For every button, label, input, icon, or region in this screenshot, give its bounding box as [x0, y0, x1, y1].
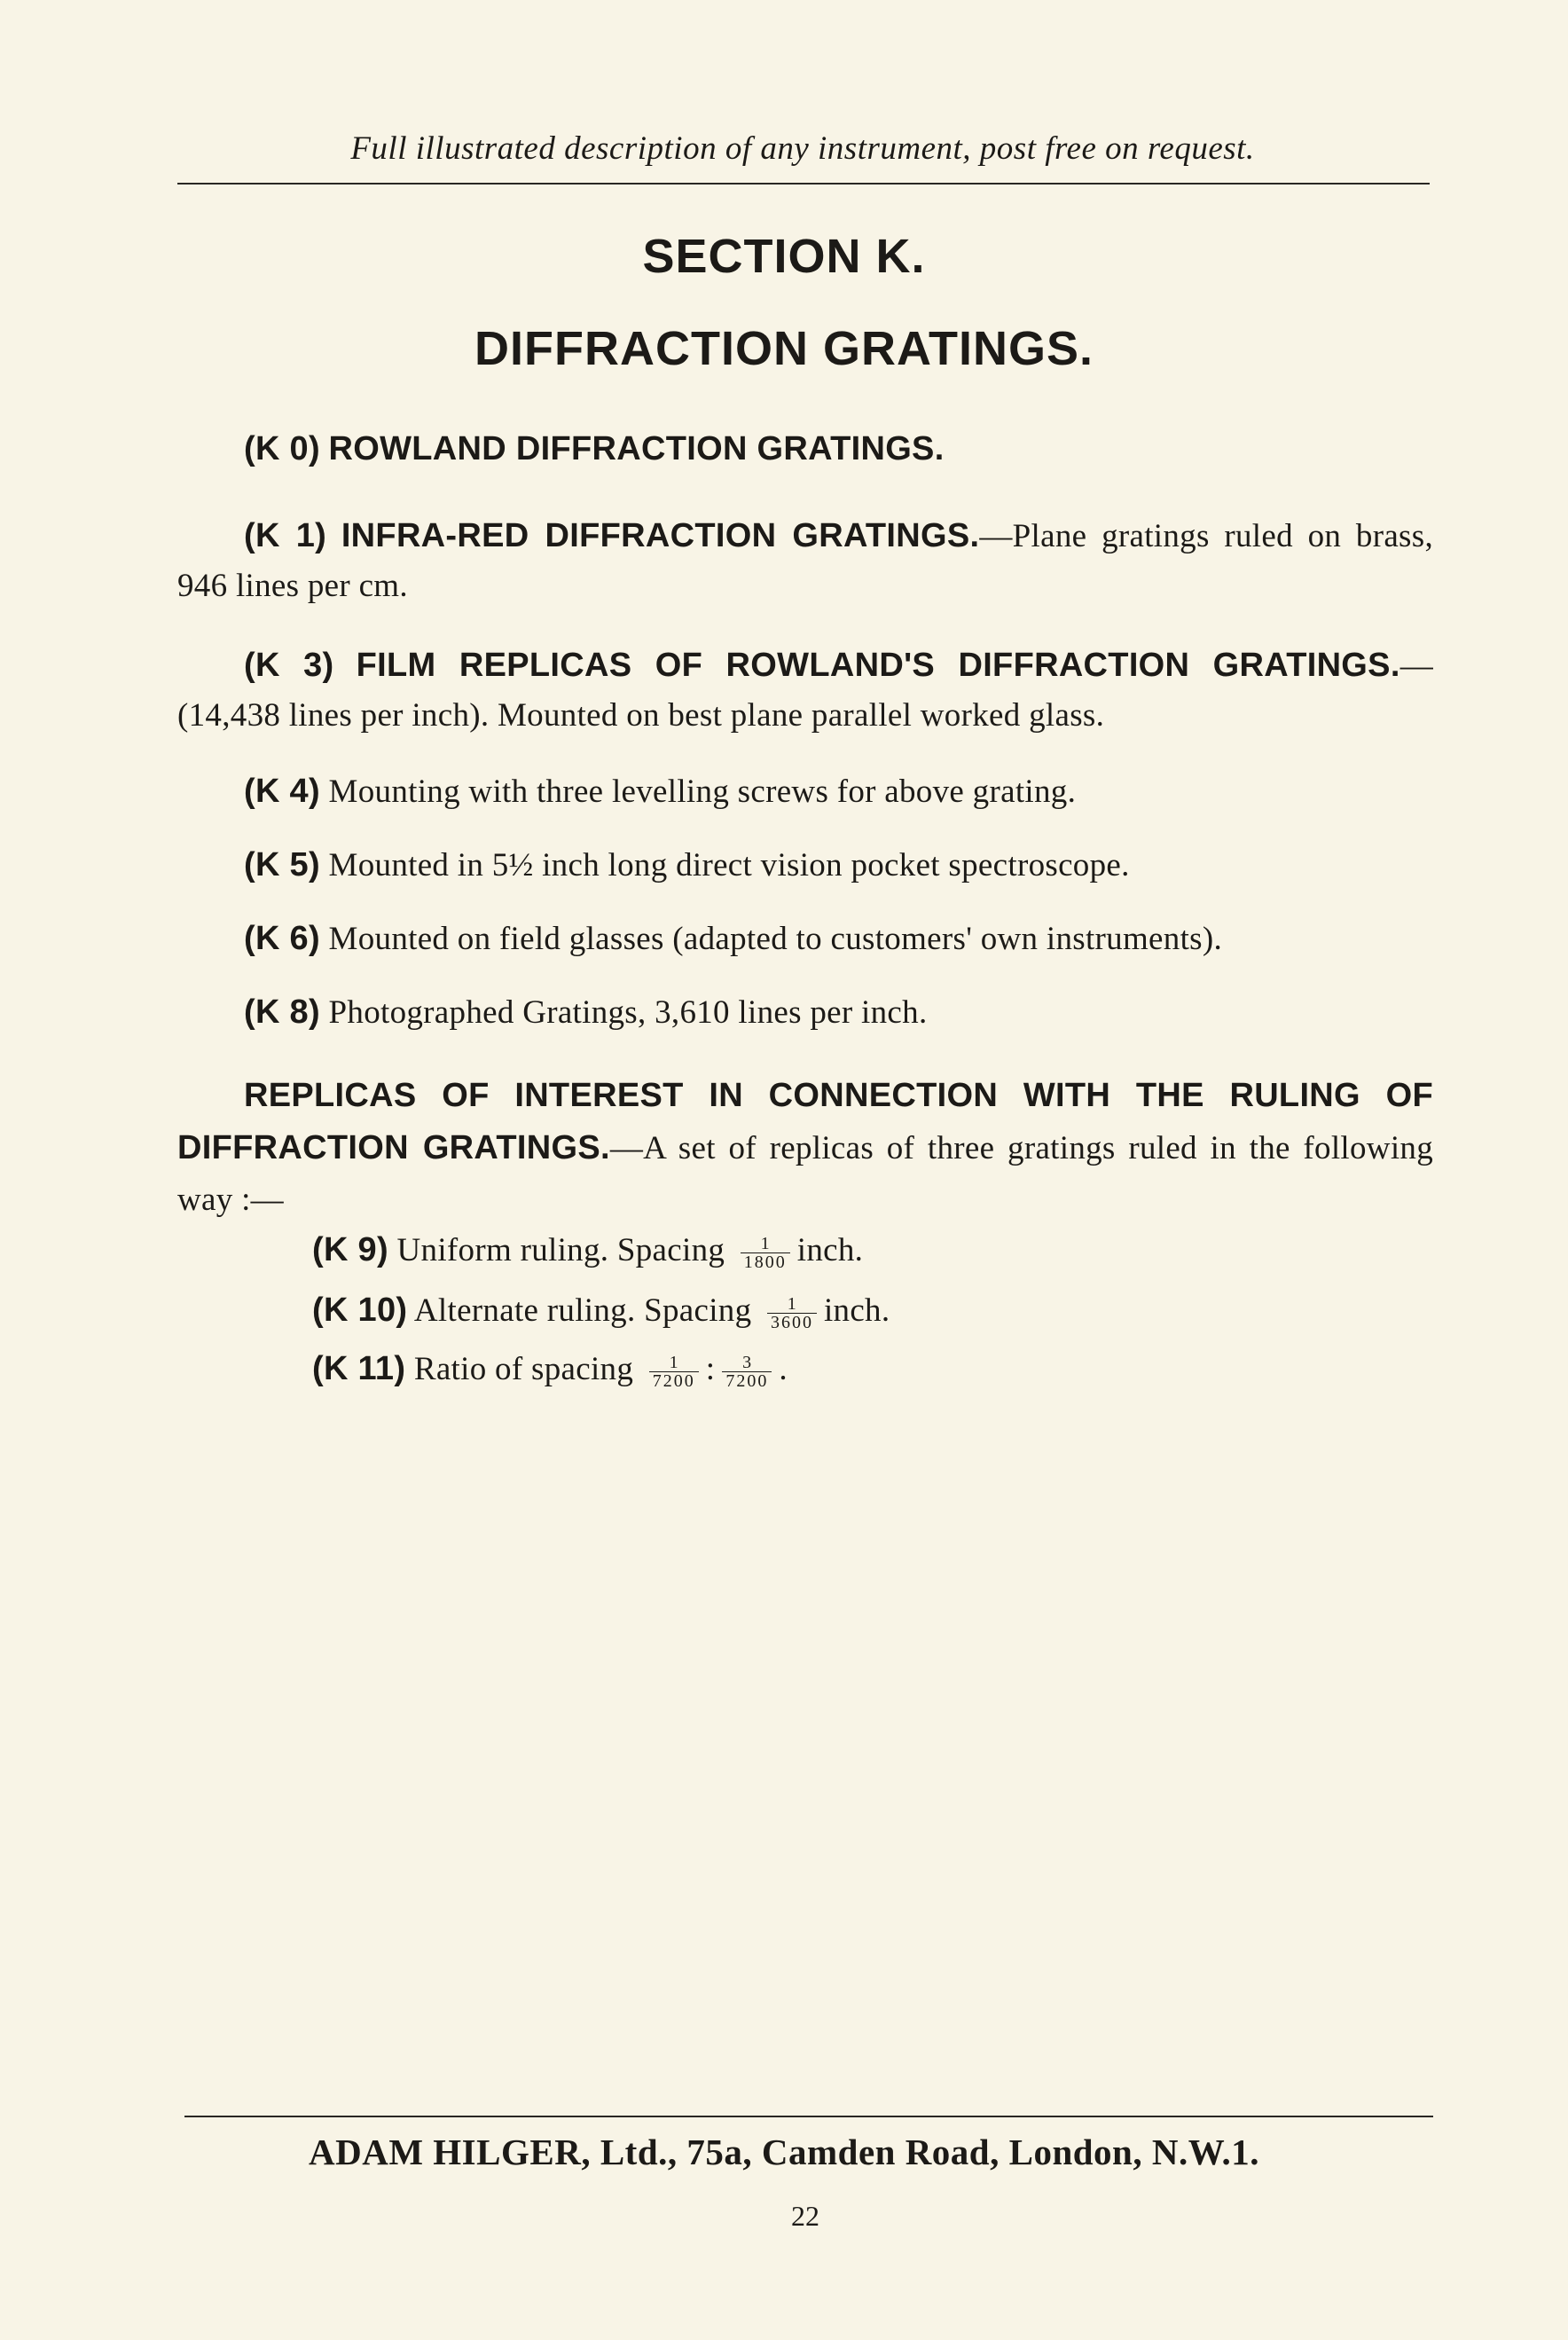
section-subtitle: DIFFRACTION GRATINGS. — [474, 322, 1094, 375]
replicas-paragraph — [177, 1070, 1433, 1226]
entry-k1 — [177, 511, 1433, 611]
entry-code: (K 10) — [312, 1292, 408, 1329]
entry-code: (K 6) — [244, 920, 320, 957]
entry-k3 — [177, 640, 1433, 741]
entry-code: (K 1) — [244, 517, 327, 554]
section-title: SECTION K. — [642, 230, 926, 283]
entry-k5 — [177, 840, 1433, 891]
entry-k10 — [312, 1292, 890, 1331]
replicas-title: REPLICAS OF INTEREST IN CONNECTION WITH THE RULING OF DIFFRACTION GRATINGS. — [177, 1077, 1433, 1166]
entry-text: —Plane gratings ruled on brass, 946 lines per cm. — [177, 518, 1433, 604]
entry-text: Ratio of spacing — [413, 1351, 634, 1387]
entry-k4 — [177, 766, 1433, 817]
entry-suffix: inch. — [823, 1292, 890, 1329]
entry-suffix: . — [779, 1351, 788, 1387]
entry-title: ROWLAND DIFFRACTION GRATINGS. — [328, 430, 945, 467]
entry-text: Mounted on field glasses (adapted to customers' own instruments). — [328, 921, 1223, 957]
entry-code: (K 5) — [244, 846, 320, 883]
ratio-separator: : — [705, 1351, 716, 1387]
header-note: Full illustrated description of any instrument, post free on request. — [350, 130, 1255, 167]
entry-text: — (14,438 lines per inch). Mounted on best plane parallel worked glass. — [177, 648, 1433, 734]
fraction: $\frac{3}{7200}$ — [722, 1354, 772, 1390]
publisher-address: ADAM HILGER, Ltd., 75a, Camden Road, London, N.W.1. — [309, 2132, 1259, 2172]
fraction: $\frac{1}{7200}$ — [649, 1354, 699, 1390]
entry-suffix: inch. — [796, 1232, 864, 1268]
entry-code: (K 3) — [244, 647, 334, 684]
entry-k8 — [177, 987, 1433, 1038]
entry-k9 — [312, 1231, 863, 1271]
entry-text: Mounting with three levelling screws for above grating. — [328, 773, 1077, 810]
header-rule — [177, 183, 1430, 185]
entry-code: (K 4) — [244, 773, 320, 810]
fraction: $\frac{1}{3600}$ — [767, 1295, 817, 1331]
entry-text: Uniform ruling. Spacing — [396, 1232, 725, 1268]
entry-text: Mounted in 5½ inch long direct vision pocket spectroscope. — [328, 847, 1130, 883]
entry-title: FILM REPLICAS OF ROWLAND'S DIFFRACTION GRATINGS. — [356, 647, 1400, 684]
footer-rule — [184, 2116, 1433, 2117]
entry-text: Alternate ruling. Spacing — [413, 1292, 752, 1329]
page-number: 22 — [791, 2200, 819, 2232]
entry-code: (K 8) — [244, 993, 320, 1031]
entry-text: Photographed Gratings, 3,610 lines per inch. — [328, 994, 928, 1031]
entry-k11 — [312, 1350, 788, 1390]
entry-k0 — [177, 424, 1433, 475]
entry-code: (K 11) — [312, 1350, 406, 1387]
entry-code: (K 9) — [312, 1231, 388, 1268]
entry-title: INFRA-RED DIFFRACTION GRATINGS. — [341, 517, 980, 554]
replicas-text: —A set of replicas of three gratings ruled in the following way :— — [177, 1130, 1433, 1218]
entry-code: (K 0) — [244, 430, 320, 467]
entry-k6 — [177, 914, 1433, 964]
fraction: $\frac{1}{1800}$ — [741, 1235, 790, 1271]
